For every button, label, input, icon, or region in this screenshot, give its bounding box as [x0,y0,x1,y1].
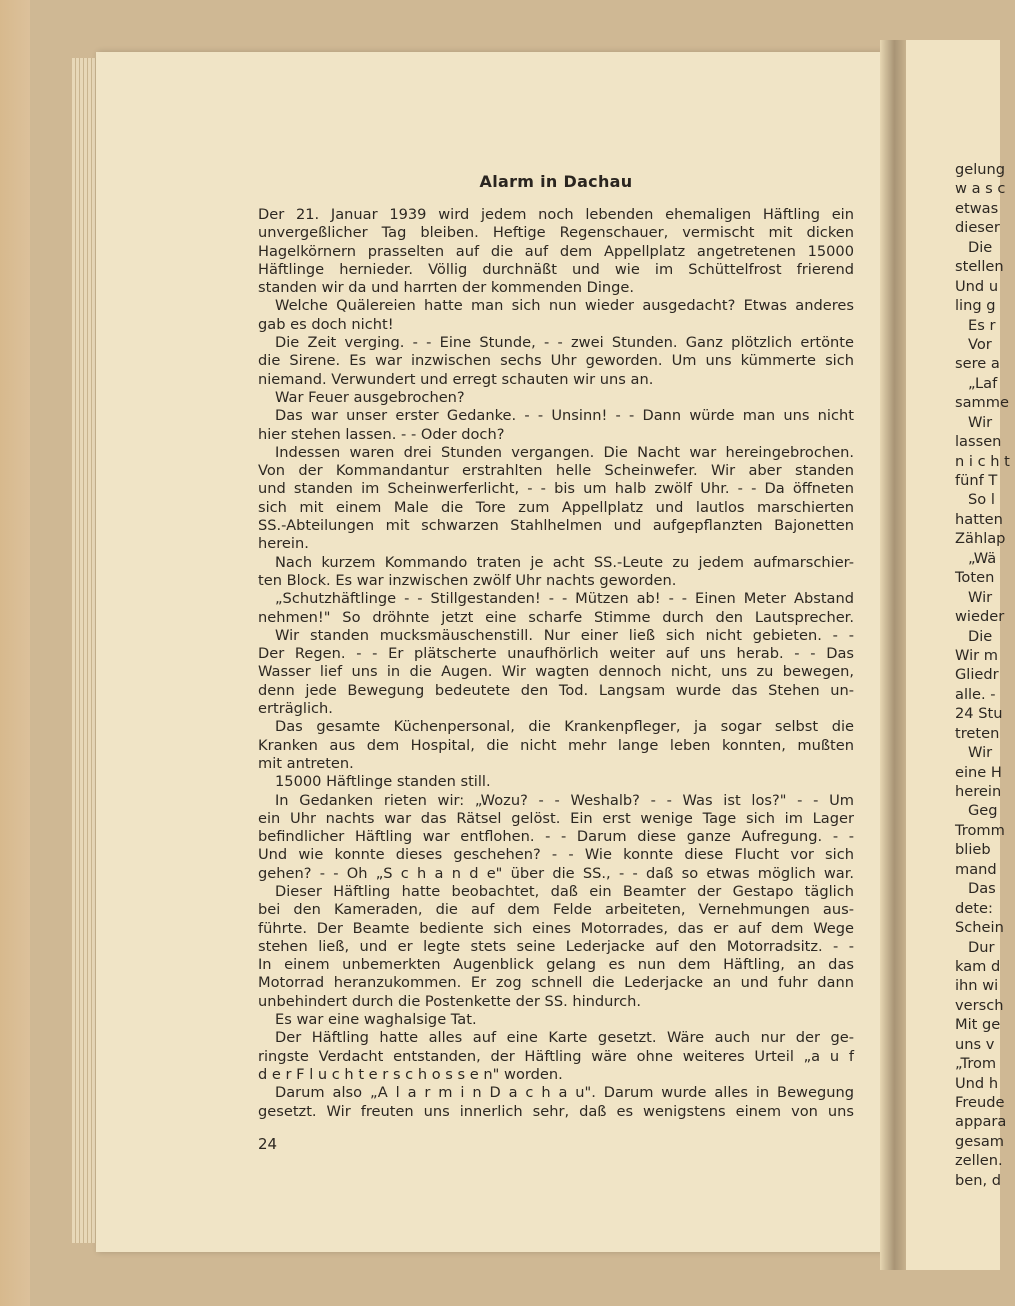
text-line: d e r F l u c h t e r s c h o s s e n" worden. [258,1065,563,1083]
text-line-fragment: Vor [968,335,992,353]
text-line-fragment: blieb [955,841,991,859]
text-line: Welche Quälereien hatte man sich nun wieder ausgedacht? Etwas anderes [275,297,854,315]
text-line-fragment: „Laf [968,374,998,392]
text-line-fragment: Wir [968,413,993,431]
scan-background [0,0,30,1306]
text-line-fragment: Und h [955,1074,999,1092]
text-line: Hagelkörnern prasselten auf die auf dem Appellplatz angetretenen 15000 [258,242,854,260]
text-line-fragment: Es r [968,316,996,334]
book-gutter [880,40,906,1270]
text-line-fragment: Mit ge [955,1016,1001,1034]
left-body-text [258,206,854,1121]
text-line: unbehindert durch die Postenkette der SS. hindurch. [258,992,642,1010]
text-line: erträglich. [258,700,333,718]
text-line: In einem unbemerkten Augenblick gelang es nun dem Häftling, an das [258,956,854,974]
text-line: SS.-Abteilungen mit schwarzen Stahlhelmen und aufgepflanzten Bajonetten [258,517,854,535]
text-line: ringste Verdacht entstanden, der Häftling wäre ohne weiteres Urteil „a u f [258,1047,854,1065]
text-line-fragment: „Wä [968,549,997,567]
text-line: niemand. Verwundert und erregt schauten wir uns an. [258,370,654,388]
text-line-fragment: Und u [955,277,999,295]
text-line: stehen ließ, und er legte stets seine Lederjacke auf den Motorradsitz. - - [258,937,854,955]
text-line: unvergeßlicher Tag bleiben. Heftige Regenschauer, vermischt mit dicken [258,224,854,242]
text-line: und standen im Scheinwerferlicht, - - bis um halb zwölf Uhr. - - Da öffneten [258,480,854,498]
text-line-fragment: Toten [955,569,995,587]
text-line: gab es doch nicht! [258,315,394,333]
text-line-fragment: „Trom [955,1055,997,1073]
text-line-fragment: versch [955,996,1004,1014]
text-line: Motorrad heranzukommen. Er zog schnell die Lederjacke an und fuhr dann [258,974,854,992]
text-line-fragment: lassen [955,433,1002,451]
text-line: Es war eine waghalsige Tat. [275,1011,477,1029]
text-line-fragment: n i c h t [955,452,1010,470]
text-line-fragment: samme [955,394,1009,412]
text-line: die Sirene. Es war inzwischen sechs Uhr geworden. Um uns kümmerte sich [258,352,854,370]
text-line: herein. [258,535,309,553]
text-line: Häftlinge hernieder. Völlig durchnäßt und wie im Schüttelfrost frierend [258,260,854,278]
text-line: „Schutzhäftlinge - - Stillgestanden! - - Mützen ab! - - Einen Meter Abstand [275,590,854,608]
text-line-fragment: appara [955,1113,1007,1131]
text-line-fragment: Die [968,238,993,256]
text-line-fragment: kam d [955,957,1001,975]
text-line-fragment: Freude [955,1094,1005,1111]
text-line-fragment: zellen. [955,1152,1003,1170]
text-line-fragment: ling g [955,297,996,315]
text-line-fragment: dieser [955,219,1000,237]
text-line-fragment: Tromm [955,821,1005,839]
text-line: War Feuer ausgebrochen? [275,388,465,406]
text-line-fragment: herein [955,783,1002,800]
text-line-fragment: etwas [955,199,999,217]
text-line: Der Häftling hatte alles auf eine Karte gesetzt. Wäre auch nur der ge- [275,1029,854,1047]
text-line-fragment: Wir [968,588,993,606]
text-line: Die Zeit verging. - - Eine Stunde, - - zwei Stunden. Ganz plötzlich ertönte [275,334,854,352]
text-line: ten Block. Es war inzwischen zwölf Uhr nachts geworden. [258,571,677,589]
text-line-fragment: dete: [955,899,993,917]
text-line-fragment: Geg [968,802,998,820]
text-line: führte. Der Beamte bediente sich eines Motorrades, das er auf dem Wege [258,919,854,937]
text-line-fragment: 24 Stu [955,705,1003,723]
chapter-title: Alarm in Dachau [479,172,633,191]
text-line: Der Regen. - - Er plätscherte unaufhörlich weiter auf uns herab. - - Das [258,645,854,663]
text-line: Und wie konnte dieses geschehen? - - Wie konnte diese Flucht vor sich [258,846,854,864]
text-line-fragment: uns v [955,1035,995,1053]
text-line-fragment: fünf T [955,472,998,489]
text-line-fragment: Gliedr [955,666,999,684]
text-line-fragment: gelung [955,161,1006,178]
text-line-fragment: gesam [955,1132,1005,1150]
text-line: Der 21. Januar 1939 wird jedem noch lebenden ehemaligen Häftling ein [258,206,854,223]
text-line-fragment: w a s c [955,180,1006,198]
text-line: denn jede Bewegung bedeutete den Tod. Langsam wurde das Stehen un- [258,681,854,699]
text-line-fragment: Wir m [955,646,999,664]
text-line-fragment: eine H [955,763,1002,781]
text-line: 15000 Häftlinge standen still. [275,773,491,791]
text-line-fragment: Schein [955,919,1004,937]
text-line: hier stehen lassen. - - Oder doch? [258,425,505,443]
text-line: Darum also „A l a r m i n D a c h a u". Darum wurde alles in Bewegung [275,1084,854,1102]
text-line: gesetzt. Wir freuten uns innerlich sehr, daß es wenigstens einem von uns [258,1102,854,1120]
text-line-fragment: ben, d [955,1171,1002,1189]
text-line: bei den Kameraden, die auf dem Felde arbeiteten, Vernehmungen aus- [258,901,854,919]
text-line-fragment: alle. - [955,685,996,703]
text-line: Das gesamte Küchenpersonal, die Krankenpfleger, ja sogar selbst die [275,718,854,736]
text-line-fragment: Die [968,627,993,645]
text-line-fragment: stellen [955,258,1004,276]
text-line: Nach kurzem Kommando traten je acht SS.-Leute zu jedem aufmarschier- [275,553,854,571]
text-line: Dieser Häftling hatte beobachtet, daß ein Beamter der Gestapo täglich [275,882,854,900]
text-line-fragment: Das [968,880,996,898]
text-line-fragment: Zählap [955,530,1006,548]
text-line: Wasser lief uns in die Augen. Wir wagten dennoch nicht, uns zu bewegen, [258,663,854,681]
text-line: standen wir da und harrten der kommenden Dinge. [258,279,635,297]
text-line: befindlicher Häftling war entflohen. - - Darum diese ganze Aufregung. - - [258,828,854,846]
text-line-fragment: sere a [955,355,1000,373]
text-line: Kranken aus dem Hospital, die nicht mehr lange leben konnten, mußten [258,736,854,754]
right-page-text-fragment [955,160,1015,1190]
text-line-fragment: mand [955,860,997,878]
text-line: Das war unser erster Gedanke. - - Unsinn! - - Dann würde man uns nicht [275,407,854,425]
text-line: nehmen!" So dröhnte jetzt eine scharfe Stimme durch den Lautsprecher. [258,608,854,626]
text-line: sich mit einem Male die Tore zum Appellplatz und lautlos marschierten [258,498,854,516]
text-line-fragment: Dur [968,938,995,956]
text-line-fragment: hatten [955,510,1003,528]
text-line: In Gedanken rieten wir: „Wozu? - - Weshalb? - - Was ist los?" - - Um [275,791,854,809]
text-line: gehen? - - Oh „S c h a n d e" über die SS., - - daß so etwas möglich war. [258,864,854,882]
text-line-fragment: ihn wi [955,977,999,995]
text-line: mit antreten. [258,754,354,772]
text-line-fragment: treten [955,724,1000,742]
text-line-fragment: Wir [968,744,993,762]
text-line-fragment: wieder [955,608,1005,626]
text-line: Indessen waren drei Stunden vergangen. Die Nacht war hereingebrochen. [275,443,854,461]
text-line-fragment: So l [968,491,995,509]
text-line: Wir standen mucksmäuschenstill. Nur einer ließ sich nicht gebieten. - - [275,626,854,644]
text-line: Von der Kommandantur erstrahlten helle Scheinwefer. Wir aber standen [258,462,854,480]
text-line: ein Uhr nachts war das Rätsel gelöst. Ein erst wenige Tage sich im Lager [258,809,854,827]
page-number: 24 [258,1135,278,1153]
